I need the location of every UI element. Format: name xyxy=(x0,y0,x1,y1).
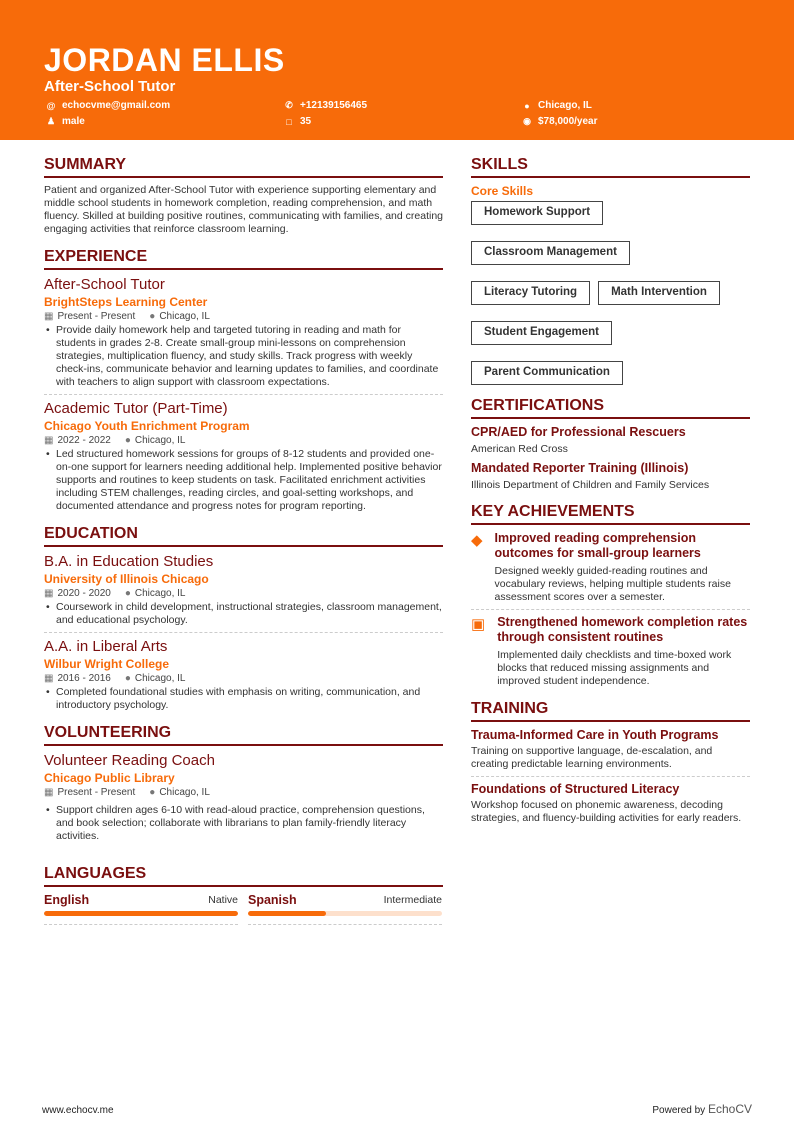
skills-section xyxy=(471,156,750,385)
job-title: After-School Tutor xyxy=(44,276,165,293)
education-item xyxy=(44,553,443,627)
achievement-text: Implemented daily checklists and time-boxed work blocks that reduced missing assignments and improved student independence. xyxy=(497,649,732,687)
training-section xyxy=(471,700,750,825)
calendar-icon: ▦ xyxy=(44,673,54,684)
volunteer-role: Volunteer Reading Coach xyxy=(44,752,215,769)
person-icon: ♟ xyxy=(46,116,56,126)
pin-icon: ● xyxy=(524,100,530,111)
degree: B.A. in Education Studies xyxy=(44,553,214,570)
age xyxy=(284,116,311,127)
pin-icon: ● xyxy=(124,588,131,599)
bullet: • Provide daily homework help and targeted tutoring in reading and math for students in grades 2-8. Create small-group mini-lessons on comprehension strategies, multiplication fluency, and study skills. Track progress with weekly check-ins, communicate behavior and learning updates to families, and coordinate with teachers to align support with classroom expectations. xyxy=(44,324,443,389)
calendar-icon: ▦ xyxy=(44,588,54,599)
education-section xyxy=(44,525,443,712)
education-item xyxy=(44,638,443,712)
location: ● Chicago, IL xyxy=(149,311,210,322)
cert-title: Mandated Reporter Training (Illinois) xyxy=(471,461,689,475)
company: BrightSteps Learning Center xyxy=(44,295,208,309)
achievement-item xyxy=(471,615,750,688)
divider xyxy=(471,609,750,610)
language-name: Spanish xyxy=(248,893,297,907)
cert-title: CPR/AED for Professional Rescuers xyxy=(471,425,686,439)
achievements-section xyxy=(471,503,750,688)
pin-icon: ● xyxy=(149,311,156,322)
right-column xyxy=(471,156,750,837)
website-link[interactable]: www.echocv.me xyxy=(42,1105,114,1116)
achievement-title: Improved reading comprehension outcomes for small-group learners xyxy=(494,531,701,560)
phone-icon: ✆ xyxy=(285,100,293,110)
powered-label: Powered by xyxy=(652,1105,706,1116)
training-title: Trauma-Informed Care in Youth Programs xyxy=(471,728,719,742)
experience-item xyxy=(44,276,443,389)
section-heading: CERTIFICATIONS xyxy=(471,397,750,419)
dates: ▦ 2020 - 2020 xyxy=(44,588,111,599)
section-heading: SKILLS xyxy=(471,156,750,178)
summary-text: Patient and organized After-School Tutor with experience supporting elementary and middle school students in homework completion, reading comprehension, and math fluency. Skilled at building positive routines, communicating with families, and creating engaging activities that reinforce classroom learning. xyxy=(44,184,444,235)
dates: ▦ 2016 - 2016 xyxy=(44,673,111,684)
achievement-title: Strengthened homework completion rates through consistent routines xyxy=(497,615,748,644)
training-text: Training on supportive language, de-escalation, and creating predictable learning environments. xyxy=(471,745,713,770)
summary-section xyxy=(44,156,443,236)
powered-by[interactable] xyxy=(652,1102,752,1116)
language-level: Intermediate xyxy=(383,894,442,906)
skill-chip: Student Engagement xyxy=(471,321,612,345)
training-text: Workshop focused on phonemic awareness, decoding strategies, and fluency-building activities for early readers. xyxy=(471,799,742,824)
achievement-text: Designed weekly guided-reading routines and vocabulary reviews, helping multiple students raise assessment scores over a semester. xyxy=(494,565,731,603)
school: Wilbur Wright College xyxy=(44,657,169,671)
email[interactable] xyxy=(46,100,170,111)
languages-section xyxy=(44,865,443,930)
chip-icon: ▣ xyxy=(471,616,486,633)
money-icon: ◉ xyxy=(523,116,531,126)
location xyxy=(522,100,592,111)
location-text: Chicago, IL xyxy=(538,100,592,111)
calendar-icon: ▦ xyxy=(44,787,54,798)
cert-issuer: Illinois Department of Children and Family Services xyxy=(471,479,710,491)
training-title: Foundations of Structured Literacy xyxy=(471,782,680,796)
bullet: • Completed foundational studies with emphasis on writing, communication, and introductory psychology. xyxy=(44,686,443,712)
divider xyxy=(44,394,443,395)
cert-issuer: American Red Cross xyxy=(471,443,568,455)
section-heading: SUMMARY xyxy=(44,156,443,178)
section-heading: KEY ACHIEVEMENTS xyxy=(471,503,750,525)
language-item xyxy=(44,893,238,930)
pin-icon: ● xyxy=(149,787,156,798)
salary-text: $78,000/year xyxy=(538,116,598,127)
experience-section xyxy=(44,248,443,513)
email-text: echocvme@gmail.com xyxy=(62,100,171,111)
dates: ▦ Present - Present xyxy=(44,311,136,322)
calendar-icon: ▦ xyxy=(44,435,54,446)
candidate-title: After-School Tutor xyxy=(44,78,176,95)
divider xyxy=(44,632,443,633)
location: ● Chicago, IL xyxy=(149,787,210,798)
bullet: • Coursework in child development, instructional strategies, classroom management, and educational psychology. xyxy=(44,601,443,627)
skill-chip: Literacy Tutoring xyxy=(471,281,590,305)
language-item xyxy=(248,893,442,930)
proficiency-bar xyxy=(44,911,238,916)
pin-icon: ● xyxy=(124,673,131,684)
section-heading: LANGUAGES xyxy=(44,865,443,887)
left-column xyxy=(44,156,443,942)
divider xyxy=(471,776,750,777)
certifications-section xyxy=(471,397,750,491)
job-title: Academic Tutor (Part-Time) xyxy=(44,400,228,417)
phone-text: +12139156465 xyxy=(300,100,368,111)
age-text: 35 xyxy=(300,116,312,127)
section-heading: EXPERIENCE xyxy=(44,248,443,270)
section-heading: VOLUNTEERING xyxy=(44,724,443,746)
dates: ▦ Present - Present xyxy=(44,787,136,798)
language-name: English xyxy=(44,893,90,907)
candidate-name: JORDAN ELLIS xyxy=(44,42,285,78)
salary xyxy=(522,116,598,127)
bullet: • Support children ages 6-10 with read-aloud practice, comprehension questions, and book selection; collaborate with librarians to plan family-friendly literacy activities. xyxy=(44,804,443,843)
organization: Chicago Public Library xyxy=(44,771,175,785)
gender xyxy=(46,116,85,127)
location: ● Chicago, IL xyxy=(124,673,186,684)
bell-icon: ◆ xyxy=(471,532,483,549)
section-heading: EDUCATION xyxy=(44,525,443,547)
brand-name: EchoCV xyxy=(707,1102,752,1116)
skill-chip: Math Intervention xyxy=(598,281,720,305)
dates: ▦ 2022 - 2022 xyxy=(44,435,111,446)
language-level: Native xyxy=(208,894,238,906)
experience-item xyxy=(44,400,443,513)
calendar-icon: ▦ xyxy=(44,311,54,322)
pin-icon: ● xyxy=(124,435,131,446)
phone[interactable] xyxy=(284,100,367,111)
section-heading: TRAINING xyxy=(471,700,750,722)
location: ● Chicago, IL xyxy=(124,435,186,446)
calendar-icon: □ xyxy=(286,116,292,127)
bullet: • Led structured homework sessions for groups of 8-12 students and provided one-on-one support for learners needing additional help. Implemented positive behavior supports and routines to keep students on task. Facilitated enrichment activities including STEM challenges, reading circles, and goal-setting workshops, and documented attendance and progress notes for program reporting. xyxy=(44,448,443,513)
at-icon: @ xyxy=(46,100,56,111)
degree: A.A. in Liberal Arts xyxy=(44,638,168,655)
skill-chip: Classroom Management xyxy=(471,241,630,265)
proficiency-bar xyxy=(248,911,442,916)
gender-text: male xyxy=(62,116,85,127)
skill-chip: Homework Support xyxy=(471,201,603,225)
skill-chip: Parent Communication xyxy=(471,361,623,385)
school: University of Illinois Chicago xyxy=(44,572,209,586)
header xyxy=(0,0,794,140)
location: ● Chicago, IL xyxy=(124,588,186,599)
volunteering-section xyxy=(44,724,443,843)
achievement-item xyxy=(471,531,750,604)
skills-subheading: Core Skills xyxy=(471,184,534,198)
company: Chicago Youth Enrichment Program xyxy=(44,419,250,433)
